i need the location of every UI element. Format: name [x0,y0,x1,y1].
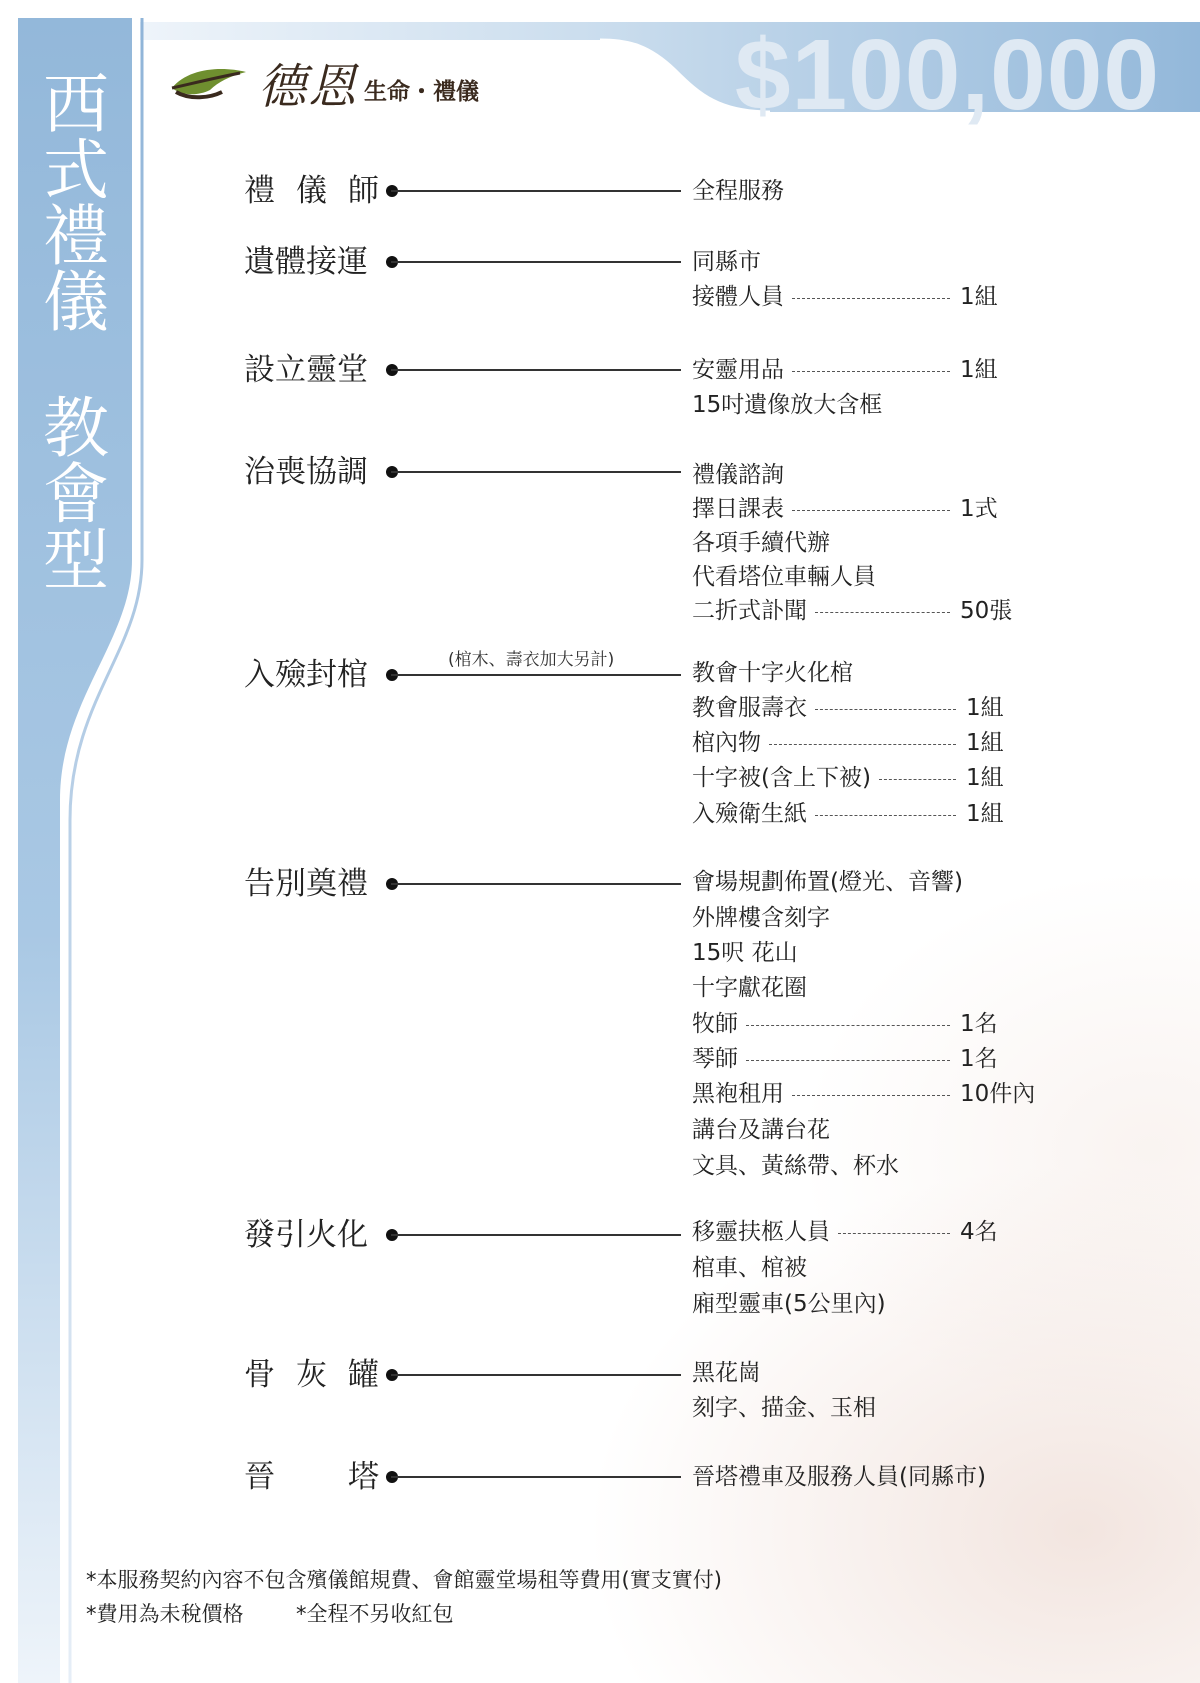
service-item-text: 同縣市 [692,249,761,275]
service-item-text: 外牌樓含刻字 [692,905,830,931]
service-item [692,867,963,897]
service-item [692,494,784,524]
service-item-text: 教會服壽衣 [692,695,807,721]
service-item-text: 教會十字火化棺 [692,660,853,686]
service-item-quantity: 1組 [960,357,998,383]
section-label: 禮 儀 師 [244,173,379,209]
service-item [692,460,784,490]
connector-line [391,261,681,263]
footnote-no-red-envelope: *全程不另收紅包 [296,1602,454,1626]
service-item [692,1115,830,1145]
service-item [692,1358,761,1388]
section-label: 骨 灰 罐 [244,1357,379,1393]
service-item-text: 15呎 花山 [692,940,798,966]
dotted-leader [746,1060,950,1061]
dotted-leader [838,1233,950,1234]
logo-subtitle: 生命・禮儀 [364,77,480,105]
service-item-text: 文具、黃絲帶、杯水 [692,1153,899,1179]
service-item [692,390,882,420]
section-label: 治喪協調 [244,454,368,490]
service-item-text: 全程服務 [692,178,784,204]
service-item-text: 黑花崗 [692,1360,761,1386]
service-item [692,562,876,592]
price-amount: $100,000 [734,19,1160,131]
service-item [692,1289,886,1319]
connector-line [391,883,681,885]
connector-line [391,1234,681,1236]
service-item [692,1393,876,1423]
dotted-leader [792,371,950,372]
section-label: 發引火化 [244,1217,368,1253]
service-item-text: 十字被(含上下被) [692,765,871,791]
service-item-quantity: 1組 [966,765,1004,791]
connector-line [391,369,681,371]
service-item-text: 會場規劃佈置(燈光、音響) [692,869,963,895]
dotted-leader [815,709,956,710]
footnote-exclusions: *本服務契約內容不包含殯儀館規費、會館靈堂場租等費用(實支實付) [86,1568,722,1592]
logo-name: 德恩 [258,58,359,115]
service-item-text: 刻字、描金、玉相 [692,1395,876,1421]
service-item [692,282,784,312]
service-item-text: 琴師 [692,1046,738,1072]
service-item [692,1462,986,1492]
service-item [692,176,784,206]
service-item [692,1009,738,1039]
connector-line [391,471,681,473]
dotted-leader [815,815,956,816]
service-item [692,728,761,758]
service-item-text: 15吋遺像放大含框 [692,392,883,418]
section-note: (棺木、壽衣加大另計) [448,650,615,670]
service-item-quantity: 1組 [966,801,1004,827]
service-item-text: 棺車、棺被 [692,1255,807,1281]
dotted-leader [792,1095,950,1096]
leaf-icon [170,62,248,102]
service-item-text: 十字獻花圈 [692,975,807,1001]
service-item-text: 棺內物 [692,730,761,756]
service-item-text: 禮儀諮詢 [692,462,784,488]
service-item [692,973,807,1003]
service-item [692,658,853,688]
service-item-text: 黑袍租用 [692,1081,784,1107]
connector-line [391,1374,681,1376]
dotted-leader [746,1025,950,1026]
section-label: 遺體接運 [244,244,368,280]
service-item-text: 入殮衛生紙 [692,801,807,827]
service-item-quantity: 1組 [966,695,1004,721]
service-item-text: 接體人員 [692,284,784,310]
dotted-leader [879,779,956,780]
service-item-text: 講台及講台花 [692,1117,830,1143]
section-label: 設立靈堂 [244,352,368,388]
section-label: 入殮封棺 [244,657,368,693]
service-item [692,1217,830,1247]
service-item-text: 擇日課表 [692,496,784,522]
service-item-quantity: 1組 [960,284,998,310]
service-item-quantity: 4名 [960,1219,998,1245]
side-title-line1: 西 式 禮 儀 [43,66,109,341]
service-item-quantity: 1組 [966,730,1004,756]
service-item-quantity: 10件內 [960,1081,1036,1107]
dotted-leader [792,298,950,299]
service-item [692,693,807,723]
service-item [692,247,761,277]
service-item-quantity: 50張 [960,598,1013,624]
service-item [692,355,784,385]
service-item [692,1079,784,1109]
service-item-quantity: 1名 [960,1011,998,1037]
connector-line [391,190,681,192]
service-item-quantity: 1式 [960,496,998,522]
service-item [692,1044,738,1074]
service-item-text: 移靈扶柩人員 [692,1219,830,1245]
dotted-leader [792,510,950,511]
dotted-leader [769,744,956,745]
connector-line [391,674,681,676]
company-logo [170,52,480,115]
section-label: 告別奠禮 [244,866,368,902]
dotted-leader [815,612,950,613]
service-item [692,938,798,968]
service-item-text: 牧師 [692,1011,738,1037]
service-item-text: 晉塔禮車及服務人員(同縣市) [692,1464,986,1490]
service-item [692,1253,807,1283]
service-item-text: 安靈用品 [692,357,784,383]
side-title-line2: 教 會 型 [43,390,109,599]
service-item-text: 二折式訃聞 [692,598,807,624]
service-item-text: 各項手續代辦 [692,530,830,556]
service-item [692,903,830,933]
service-item-text: 廂型靈車(5公里內) [692,1291,886,1317]
footnote-tax: *費用為未稅價格 [86,1602,244,1626]
service-item [692,528,830,558]
service-item-text: 代看塔位車輛人員 [692,564,876,590]
section-label: 晉 塔 [244,1459,379,1495]
service-item [692,799,807,829]
service-item [692,1151,899,1181]
service-item [692,596,807,626]
service-item-quantity: 1名 [960,1046,998,1072]
connector-line [391,1476,681,1478]
service-item [692,763,871,793]
